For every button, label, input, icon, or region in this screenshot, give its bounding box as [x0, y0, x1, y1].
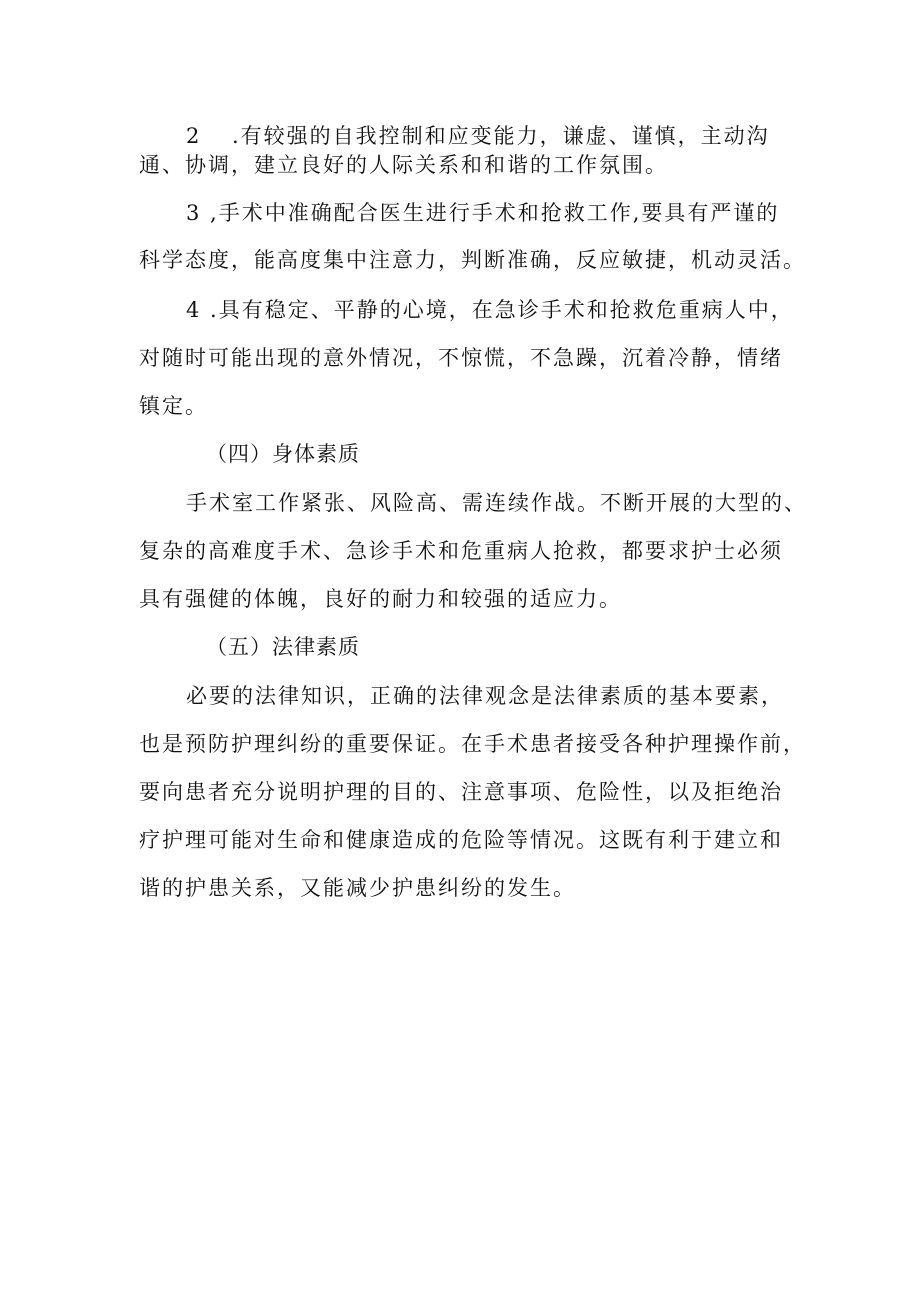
section-4-heading: （四）身体素质	[206, 442, 360, 466]
item-2-line-2: 通、协调，建立良好的人际关系和和谐的工作氛围。	[139, 153, 668, 177]
section-5-line-3: 要向患者充分说明护理的目的、注意事项、危险性，以及拒绝治	[139, 780, 783, 804]
item-2-number: 2	[186, 124, 202, 148]
section-4-line-3: 具有强健的体魄，良好的耐力和较强的适应力。	[139, 587, 622, 611]
section-5-line-2: 也是预防护理纠纷的重要保证。在手术患者接受各种护理操作前，	[139, 732, 806, 756]
section-5-line-4: 疗护理可能对生命和健康造成的危险等情况。这既有利于建立和	[139, 828, 783, 852]
item-2-text: .有较强的自我控制和应变能力，谦虚、谨慎，主动沟	[232, 124, 770, 148]
item-3-line-1: 3 ,手术中准确配合医生进行手术和抢救工作,要具有严谨的	[186, 201, 780, 225]
section-5-heading: （五）法律素质	[206, 635, 360, 659]
section-4-line-2: 复杂的高难度手术、急诊手术和危重病人抢救，都要求护士必须	[139, 539, 783, 563]
item-4-line-2: 对随时可能出现的意外情况，不惊慌，不急躁，沉着冷静，情绪	[139, 346, 783, 370]
section-5-line-1: 必要的法律知识，正确的法律观念是法律素质的基本要素，	[186, 684, 784, 708]
item-4-line-1: 4 .具有稳定、平静的心境，在急诊手术和抢救危重病人中，	[186, 298, 794, 322]
section-4-line-1: 手术室工作紧张、风险高、需连续作战。不断开展的大型的、	[186, 491, 807, 515]
item-2-line-1	[186, 121, 770, 151]
item-3-line-2: 科学态度，能高度集中注意力，判断准确，反应敏捷，机动灵活。	[139, 248, 806, 272]
section-5-line-5: 谐的护患关系，又能减少护患纠纷的发生。	[139, 876, 576, 900]
item-4-line-3: 镇定。	[139, 394, 208, 418]
